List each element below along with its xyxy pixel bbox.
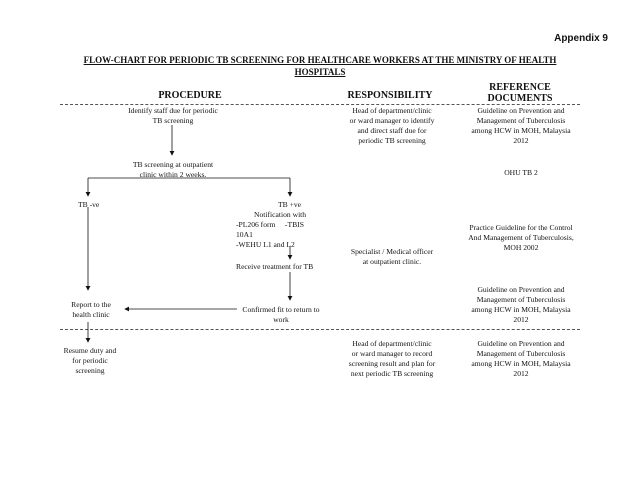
responsibility-2-line-2: at outpatient clinic. (362, 257, 422, 266)
reference-4-line-4: 2012 (513, 315, 529, 324)
responsibility-1-line-2: or ward manager to identify (349, 116, 435, 125)
step-notification (236, 210, 306, 250)
step-screening-line-1: TB screening at outpatient (132, 160, 214, 169)
reference-1-line-2: Management of Tuberculosis (476, 116, 566, 125)
step-notification-line-4: -WEHU L1 and L2 (236, 240, 295, 249)
step-report-line-2: health clinic (72, 310, 110, 319)
header-reference-line-2: DOCUMENTS (487, 93, 553, 104)
tb-negative-label: TB -ve (78, 200, 100, 209)
reference-5-line-1: Guideline on Prevention and (477, 339, 565, 348)
responsibility-1-line-1: Head of department/clinic (352, 106, 432, 115)
step-report-health-clinic (60, 300, 122, 320)
step-report-line-1: Report to the (71, 300, 111, 309)
step-resume-line-1: Resume duty and (63, 346, 117, 355)
reference-ohu-tb2: OHU TB 2 (504, 168, 538, 177)
step-screening-line-2: clinic within 2 weeks. (139, 170, 207, 179)
header-reference-line-1: REFERENCE (489, 82, 551, 93)
step-confirmed-line-1: Confirmed fit to return to (242, 305, 320, 314)
reference-5-line-4: 2012 (513, 369, 529, 378)
step-receive-treatment: Receive treatment for TB (236, 262, 314, 271)
step-resume-line-2: for periodic (72, 356, 108, 365)
reference-1-line-1: Guideline on Prevention and (477, 106, 565, 115)
responsibility-3-line-3: screening result and plan for (348, 359, 436, 368)
responsibility-record (334, 339, 450, 379)
reference-3-line-1: Practice Guideline for the Control (469, 223, 573, 232)
step-resume-line-3: screening (75, 366, 105, 375)
reference-5-line-2: Management of Tuberculosis (476, 349, 566, 358)
responsibility-3-line-1: Head of department/clinic (352, 339, 432, 348)
tb-positive-label: TB +ve (278, 200, 302, 209)
reference-4-line-2: Management of Tuberculosis (476, 295, 566, 304)
reference-guideline-1 (462, 106, 580, 146)
reference-4-line-1: Guideline on Prevention and (477, 285, 565, 294)
reference-1-line-4: 2012 (513, 136, 529, 145)
reference-3-line-2: And Management of Tuberculosis, (468, 233, 574, 242)
responsibility-1-line-3: and direct staff due for (357, 126, 427, 135)
reference-practice-guideline (458, 223, 584, 253)
step-notification-line-1: Notification with (254, 210, 307, 219)
responsibility-3-line-4: next periodic TB screening (350, 369, 434, 378)
title-line-2: HOSPITALS (294, 67, 346, 77)
appendix-label: Appendix 9 (554, 33, 608, 44)
responsibility-3-line-2: or ward manager to record (351, 349, 433, 358)
reference-1-line-3: among HCW in MOH, Malaysia (471, 126, 571, 135)
reference-3-line-3: MOH 2002 (503, 243, 539, 252)
step-identify-line-1: Identify staff due for periodic (128, 106, 218, 115)
title-line-1: FLOW-CHART FOR PERIODIC TB SCREENING FOR HEALTHCARE WORKERS AT THE MINISTRY OF HEALTH (83, 55, 557, 65)
step-tb-screening (112, 160, 234, 180)
responsibility-specialist (338, 247, 446, 267)
step-identify-staff (112, 106, 234, 126)
responsibility-1-line-4: periodic TB screening (358, 136, 426, 145)
responsibility-identify (338, 106, 446, 146)
reference-4-line-3: among HCW in MOH, Malaysia (471, 305, 571, 314)
reference-5-line-3: among HCW in MOH, Malaysia (471, 359, 571, 368)
step-identify-line-2: TB screening (152, 116, 194, 125)
step-notification-line-3: 10A1 (236, 230, 253, 239)
step-notification-line-2: -PL206 form -TBIS (236, 220, 304, 229)
header-procedure: PROCEDURE (158, 90, 222, 101)
step-confirmed-fit (236, 305, 326, 325)
header-responsibility: RESPONSIBILITY (347, 90, 433, 101)
reference-guideline-2 (462, 285, 580, 325)
reference-guideline-3 (462, 339, 580, 379)
responsibility-2-line-1: Specialist / Medical officer (350, 247, 434, 256)
step-confirmed-line-2: work (273, 315, 289, 324)
step-resume-duty (58, 346, 122, 376)
